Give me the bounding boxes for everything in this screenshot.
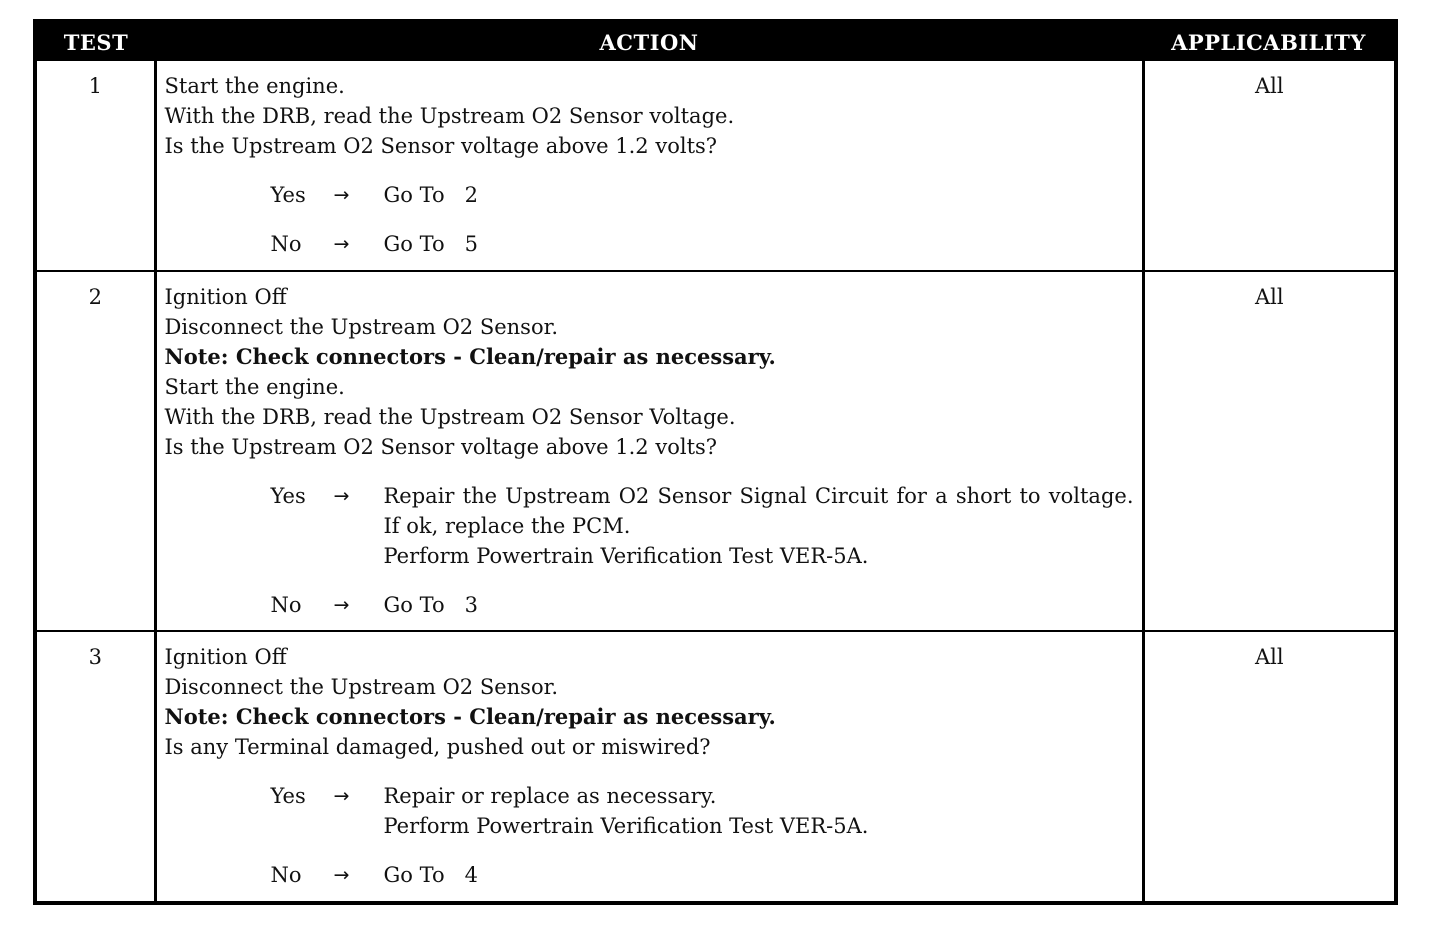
no-result: Go To 5 [383, 232, 478, 256]
result-line: Repair the Upstream O2 Sensor Signal Circuit for a short to voltage. If ok, replace the PCM. [383, 484, 1134, 538]
action-line: Ignition Off [164, 645, 287, 669]
no-result: Go To 4 [383, 863, 478, 887]
right-arrow-icon: → [333, 594, 350, 616]
note-line: Note: Check connectors - Clean/repair as necessary. [164, 704, 776, 729]
action-line: Is any Terminal damaged, pushed out or miswired? [164, 735, 711, 759]
action-line: Start the engine. [164, 375, 345, 399]
applicability-value: All [1254, 74, 1284, 98]
yes-result [384, 781, 1134, 841]
decision-choices [165, 180, 1134, 259]
no-choice [165, 590, 1134, 620]
result-line: Perform Powertrain Verification Test VER-5A. [383, 814, 869, 838]
action-line: Disconnect the Upstream O2 Sensor. [164, 675, 559, 699]
action-cell [155, 631, 1143, 903]
result-line: Repair or replace as necessary. [383, 784, 717, 808]
action-line: Is the Upstream O2 Sensor voltage above 1.2 volts? [164, 435, 718, 459]
yes-label: Yes [270, 784, 306, 808]
yes-choice [165, 180, 1134, 210]
result-line: Perform Powertrain Verification Test VER-5A. [383, 544, 869, 568]
test-number: 3 [37, 631, 155, 903]
no-result: Go To 3 [383, 593, 478, 617]
action-line: Ignition Off [164, 285, 287, 309]
header-applicability: APPLICABILITY [1143, 23, 1394, 61]
yes-label: Yes [270, 484, 306, 508]
test-number: 2 [37, 271, 155, 631]
right-arrow-icon: → [333, 785, 350, 807]
table-row [37, 271, 1394, 631]
action-line: Start the engine. [164, 74, 345, 98]
header-action: ACTION [155, 23, 1143, 61]
no-choice [165, 229, 1134, 259]
right-arrow-icon: → [333, 184, 350, 206]
right-arrow-icon: → [333, 233, 350, 255]
right-arrow-icon: → [333, 485, 350, 507]
yes-result [384, 481, 1134, 571]
yes-result: Go To 2 [383, 183, 478, 207]
action-line: With the DRB, read the Upstream O2 Sensor Voltage. [164, 405, 736, 429]
yes-choice [165, 781, 1134, 841]
header-test: TEST [37, 23, 155, 61]
test-number: 1 [37, 61, 155, 271]
table-row [37, 61, 1394, 271]
diagnostic-test-table [37, 23, 1394, 903]
yes-label: Yes [270, 183, 306, 207]
decision-choices [165, 781, 1134, 890]
no-label: No [270, 863, 302, 887]
no-choice [165, 860, 1134, 890]
table-header [37, 23, 1394, 61]
applicability-value: All [1143, 631, 1394, 903]
yes-choice [165, 481, 1134, 571]
action-cell [155, 61, 1143, 271]
action-line: Is the Upstream O2 Sensor voltage above 1.2 volts? [164, 134, 718, 158]
note-line: Note: Check connectors - Clean/repair as necessary. [164, 344, 776, 369]
action-line: With the DRB, read the Upstream O2 Sensor voltage. [164, 104, 735, 128]
decision-choices [165, 481, 1134, 620]
action-line: Disconnect the Upstream O2 Sensor. [164, 315, 559, 339]
no-label: No [270, 232, 302, 256]
no-label: No [270, 593, 302, 617]
applicability-value: All [1143, 271, 1394, 631]
action-cell [155, 271, 1143, 631]
table-row [37, 631, 1394, 903]
diagnostic-table-frame [33, 19, 1398, 905]
right-arrow-icon: → [333, 864, 350, 886]
